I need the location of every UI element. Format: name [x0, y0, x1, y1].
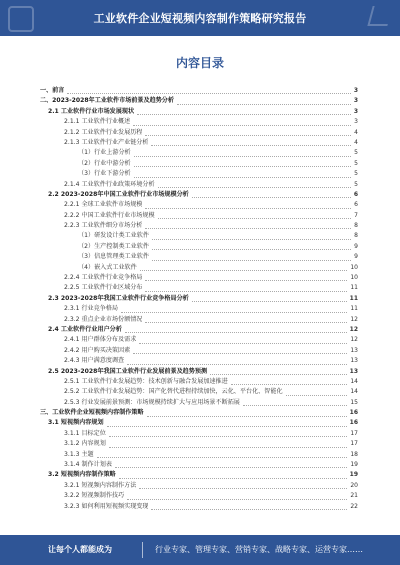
toc-entry-title: 3.2 短视频内容制作策略 [48, 471, 116, 479]
toc-entry[interactable] [40, 117, 358, 127]
toc-heading: 内容目录 [175, 56, 224, 70]
toc-entry[interactable] [40, 221, 358, 231]
toc-page-number: 13 [349, 367, 358, 375]
toc-entry[interactable] [40, 304, 358, 314]
toc-page-number: 18 [350, 450, 358, 458]
toc-entry-title: （4）嵌入式工业软件 [78, 263, 137, 271]
toc-dot-leader [140, 270, 348, 271]
toc-dot-leader [125, 332, 347, 333]
toc-page-number: 6 [354, 201, 358, 209]
toc-entry-title: 2.1.1 工业软件行业概述 [64, 118, 131, 126]
toc-entry[interactable] [40, 263, 358, 273]
toc-page-number: 3 [353, 97, 358, 105]
toc-entry-title: 三、工业软件企业短视频内容制作策略 [40, 409, 144, 417]
toc-page-number: 3 [354, 118, 358, 126]
toc-entry[interactable] [40, 252, 358, 262]
toc-page-number: 8 [354, 222, 358, 230]
toc-entry-title: 3.1.2 内容规划 [64, 440, 106, 448]
toc-page-number: 9 [354, 253, 358, 261]
toc-entry[interactable] [40, 200, 358, 210]
toc-entry-title: 3.1.1 目标定位 [64, 429, 106, 437]
toc-entry[interactable] [40, 346, 358, 356]
toc-page-number: 9 [354, 242, 358, 250]
toc-page-number: 17 [350, 440, 358, 448]
toc-dot-leader [119, 478, 347, 479]
toc-dot-leader [192, 301, 347, 302]
toc-page-number: 16 [349, 409, 358, 417]
toc-entry[interactable] [40, 180, 358, 190]
toc-entry-title: （3）信息管理类工业软件 [78, 253, 149, 261]
toc-dot-leader [145, 322, 347, 323]
toc-entry-title: 2.1.4 工业软件行业政策环境分析 [64, 180, 155, 188]
toc-entry-title: 3.1 短视频内容规划 [48, 419, 104, 427]
toc-dot-leader [158, 187, 352, 188]
toc-dot-leader [158, 218, 352, 219]
toc-entry[interactable] [40, 86, 358, 96]
toc-dot-leader [97, 457, 348, 458]
toc-dot-leader [109, 436, 348, 437]
toc-entry-title: 2.4.2 用户购买决策因素 [64, 346, 131, 354]
toc-entry[interactable] [40, 481, 358, 491]
toc-dot-leader [145, 228, 351, 229]
toc-entry[interactable] [40, 470, 358, 480]
toc-dot-leader [127, 364, 347, 365]
toc-entry-title: 2.3.1 行业竞争格局 [64, 305, 119, 313]
toc-page-number: 3 [353, 86, 358, 94]
toc-entry-title: 2.2 2023-2028年中国工业软件行业市场规模分析 [48, 190, 189, 198]
toc-dot-leader [151, 509, 347, 510]
toc-page-number: 8 [354, 232, 358, 240]
toc-entry-title: 2.4.1 用户群体分布及需求 [64, 336, 137, 344]
toc-dot-leader [133, 125, 351, 126]
toc-entry-title: 2.2.5 工业软件行业区域分布 [64, 284, 143, 292]
toc-dot-leader [121, 312, 347, 313]
toc-dot-leader [133, 353, 347, 354]
toc-page-number: 4 [354, 128, 358, 136]
toc-entry[interactable] [40, 138, 358, 148]
toc-entry[interactable] [40, 148, 358, 158]
toc-dot-leader [152, 239, 351, 240]
toc-page-number: 17 [350, 429, 358, 437]
toc-entry-title: （3）行业下游分析 [78, 170, 131, 178]
toc-entry[interactable] [40, 96, 358, 106]
toc-entry-title: 3.2.1 短视频内容制作方法 [64, 481, 137, 489]
toc-entry[interactable] [40, 190, 358, 200]
toc-dot-leader [134, 166, 352, 167]
report-title: 工业软件企业短视频内容制作策略研究报告 [93, 12, 307, 25]
toc-dot-leader [127, 499, 347, 500]
toc-entry-title: 2.4 工业软件行业用户分析 [48, 325, 122, 333]
toc-dot-leader [152, 260, 351, 261]
toc-entry[interactable] [40, 450, 358, 460]
toc-entry[interactable] [40, 419, 358, 429]
toc-page-number: 20 [350, 481, 358, 489]
toc-entry-title: （2）行业中游分析 [78, 159, 131, 167]
toc-dot-leader [115, 467, 347, 468]
toc-entry-title: 2.2.2 中国工业软件行业市场规模 [64, 211, 155, 219]
toc-entry[interactable] [40, 398, 358, 408]
toc-entry[interactable] [40, 107, 358, 117]
toc-entry[interactable] [40, 273, 358, 283]
page-header [0, 0, 400, 36]
toc-entry[interactable] [40, 367, 358, 377]
toc-dot-leader [192, 197, 351, 198]
toc-page-number: 14 [350, 388, 358, 396]
toc-dot-leader [147, 416, 347, 417]
toc-entry-title: （1）行业上游分析 [78, 149, 131, 157]
toc-dot-leader [210, 374, 347, 375]
toc-entry[interactable] [40, 387, 358, 397]
toc-page-number: 22 [350, 502, 358, 510]
toc-page-number: 6 [353, 190, 358, 198]
toc-entry-title: 2.5.2 工业软件行业发展趋势：国产化替代进程持续加快，云化、平台化、智能化 [64, 388, 283, 396]
toc-entry[interactable] [40, 294, 358, 304]
toc-page-number: 12 [349, 325, 358, 333]
toc-entry[interactable] [40, 325, 358, 335]
toc-entry-title: 2.3.2 重点企业市场份额情况 [64, 315, 143, 323]
toc-entry-title: 3.1.3 主题 [64, 450, 94, 458]
page-footer [0, 535, 400, 565]
toc-dot-leader [109, 447, 348, 448]
toc-entry-title: 2.2.4 工业软件行业竞争格局 [64, 274, 143, 282]
toc-dot-leader [137, 114, 351, 115]
footer-tagline: 行业专家、管理专家、营销专家、战略专家、运营专家…… [155, 545, 363, 554]
toc-entry-title: 2.2.1 全球工业软件市场规模 [64, 201, 143, 209]
toc-entry-title: 2.5.1 工业软件行业发展趋势：技术创新与融合发展加速推进 [64, 377, 228, 385]
toc-page-number: 5 [354, 170, 358, 178]
toc-dot-leader [139, 343, 347, 344]
toc-page-number: 13 [350, 346, 358, 354]
toc-page-number: 11 [349, 294, 358, 302]
toc-dot-leader [152, 249, 351, 250]
toc-dot-leader [151, 145, 351, 146]
footer-divider [142, 542, 143, 558]
toc-page-number: 7 [354, 211, 358, 219]
toc-entry[interactable] [40, 159, 358, 169]
toc-entry[interactable] [40, 283, 358, 293]
toc-entry-title: 3.1.4 制作计划表 [64, 461, 112, 469]
toc-page-number: 19 [349, 471, 358, 479]
toc-dot-leader [107, 426, 347, 427]
toc-dot-leader [67, 93, 350, 94]
toc-page-number: 19 [350, 461, 358, 469]
toc-entry[interactable] [40, 377, 358, 387]
toc-entry[interactable] [40, 211, 358, 221]
toc-entry[interactable] [40, 460, 358, 470]
toc-entry-title: 二、2023-2028年工业软件市场前景及趋势分析 [40, 97, 174, 105]
toc-entry-title: 3.2.2 短视频制作技巧 [64, 492, 125, 500]
toc-dot-leader [145, 291, 347, 292]
toc-entry-title: 2.1.3 工业软件行业产业链分析 [64, 138, 149, 146]
toc-page-number: 13 [350, 357, 358, 365]
toc-page-number: 11 [350, 305, 358, 313]
toc-entry[interactable] [40, 356, 358, 366]
toc-page-number: 10 [350, 263, 358, 271]
toc-dot-leader [145, 280, 347, 281]
toc-entry[interactable] [40, 408, 358, 418]
toc-dot-leader [231, 384, 348, 385]
toc-entry-title: 2.1 工业软件行业市场发展现状 [48, 107, 135, 115]
toc-entry-title: （1）研发设计类工业软件 [78, 232, 149, 240]
toc-page-number: 14 [350, 377, 358, 385]
toc-entry[interactable] [40, 335, 358, 345]
toc-entry[interactable] [40, 439, 358, 449]
toc-dot-leader [286, 395, 348, 396]
toc-entry[interactable] [40, 315, 358, 325]
toc-entry[interactable] [40, 242, 358, 252]
toc-dot-leader [134, 156, 352, 157]
toc-page-number: 11 [350, 284, 358, 292]
toc-entry-title: （2）生产控制类工业软件 [78, 242, 149, 250]
toc-entry[interactable] [40, 502, 358, 512]
toc-page-number: 5 [354, 149, 358, 157]
toc-page-number: 5 [354, 180, 358, 188]
toc-dot-leader [145, 135, 351, 136]
toc-page-number: 12 [350, 336, 358, 344]
footer-slogan: 让每个人都能成为 [48, 545, 112, 554]
toc-entry[interactable] [40, 491, 358, 501]
toc-page-number: 12 [350, 315, 358, 323]
toc-entry-title: 2.3 2023-2028年我国工业软件行业竞争格局分析 [48, 294, 189, 302]
toc-page-number: 5 [354, 159, 358, 167]
table-of-contents [40, 86, 358, 512]
toc-dot-leader [243, 405, 347, 406]
toc-page-number: 15 [350, 398, 358, 406]
toc-entry-title: 2.5 2023-2028年我国工业软件行业发展前景及趋势预测 [48, 367, 208, 375]
toc-entry-title: 3.2.3 如何利用短视频实现变现 [64, 502, 149, 510]
toc-dot-leader [139, 488, 347, 489]
toc-page-number: 4 [354, 138, 358, 146]
toc-page-number: 10 [350, 274, 358, 282]
toc-dot-leader [177, 104, 351, 105]
toc-entry[interactable] [40, 231, 358, 241]
toc-entry-title: 2.5.3 行业发展前景预测：市场规模持续扩大与应用场景不断拓展 [64, 398, 240, 406]
toc-dot-leader [145, 208, 351, 209]
toc-page-number: 3 [353, 107, 358, 115]
toc-entry-title: 2.4.3 用户满意度调查 [64, 357, 125, 365]
toc-entry-title: 2.1.2 工业软件行业发展历程 [64, 128, 143, 136]
toc-entry-title: 2.2.3 工业软件细分市场分析 [64, 222, 143, 230]
toc-entry[interactable] [40, 169, 358, 179]
toc-entry[interactable] [40, 429, 358, 439]
toc-page-number: 16 [349, 419, 358, 427]
toc-entry[interactable] [40, 128, 358, 138]
toc-page-number: 21 [350, 492, 358, 500]
toc-dot-leader [134, 177, 352, 178]
toc-entry-title: 一、前言 [40, 86, 65, 94]
